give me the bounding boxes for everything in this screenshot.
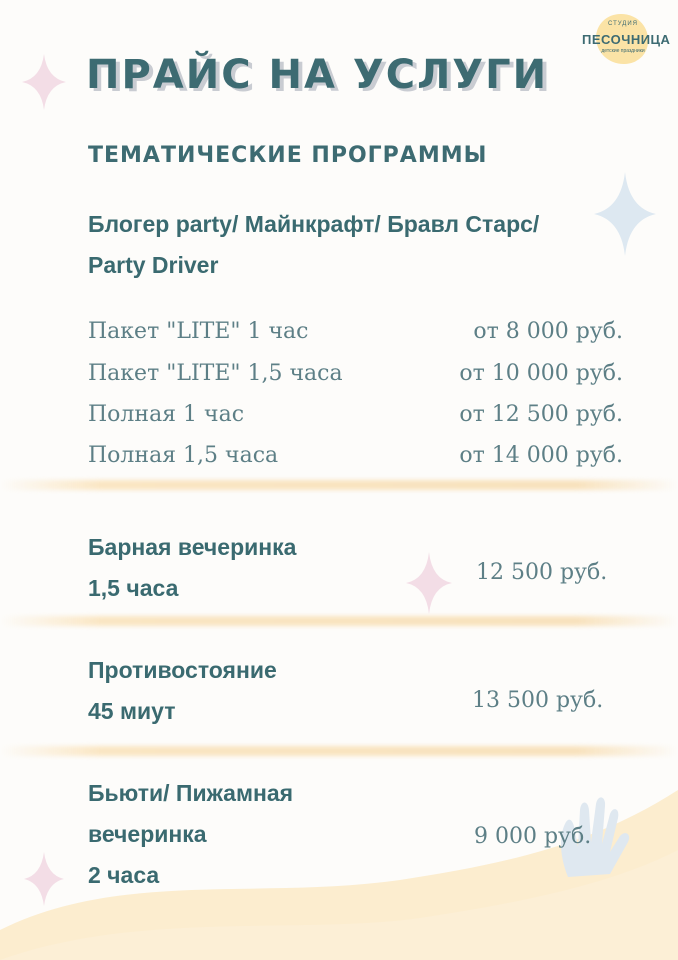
divider <box>0 616 678 626</box>
sparkle-icon <box>406 552 452 614</box>
themed-heading-line: Блогер party/ Майнкрафт/ Бравл Старс/ <box>88 211 540 237</box>
package-name: Полная 1,5 часа <box>88 442 279 468</box>
package-price: от 10 000 руб. <box>459 360 623 386</box>
standoff-duration: 45 миут <box>88 698 176 724</box>
beauty-title-cont: вечеринка <box>88 821 207 847</box>
logo-tagline: детские праздники <box>601 48 645 54</box>
logo-top-text: СТУДИЯ <box>607 21 639 27</box>
studio-logo <box>582 14 671 66</box>
beauty-duration: 2 часа <box>88 862 160 888</box>
beauty-heading <box>88 773 293 896</box>
standoff-title: Противостояние <box>88 657 277 683</box>
package-name: Пакет "LITE" 1 час <box>88 318 309 344</box>
standoff-heading <box>88 650 277 732</box>
package-name: Пакет "LITE" 1,5 часа <box>88 360 343 386</box>
themed-heading <box>88 204 539 286</box>
divider <box>0 480 678 490</box>
price-row <box>88 393 623 435</box>
bar-party-price: 12 500 руб. <box>476 560 608 585</box>
standoff-price: 13 500 руб. <box>472 688 604 713</box>
logo-name: ПЕСОЧНИЦА <box>582 32 671 47</box>
package-price: от 12 500 руб. <box>459 401 623 427</box>
sparkle-icon <box>594 172 656 256</box>
bar-party-heading <box>88 527 296 609</box>
price-row <box>88 434 623 476</box>
bar-party-title: Барная вечеринка <box>88 534 297 560</box>
package-name: Полная 1 час <box>88 401 245 427</box>
price-row <box>88 310 623 352</box>
page-title: ПРАЙС НА УСЛУГИ <box>86 52 549 98</box>
price-row <box>88 352 623 394</box>
sparkle-icon <box>22 54 66 110</box>
themed-heading-line: Party Driver <box>88 252 219 278</box>
divider <box>0 746 678 756</box>
section-title: ТЕМАТИЧЕСКИЕ ПРОГРАММЫ <box>88 143 488 168</box>
package-price: от 8 000 руб. <box>473 318 623 344</box>
beauty-title: Бьюти/ Пижамная <box>88 780 294 806</box>
beauty-price: 9 000 руб. <box>474 824 592 849</box>
sparkle-icon <box>24 852 64 906</box>
bar-party-duration: 1,5 часа <box>88 575 179 601</box>
package-price: от 14 000 руб. <box>459 442 623 468</box>
